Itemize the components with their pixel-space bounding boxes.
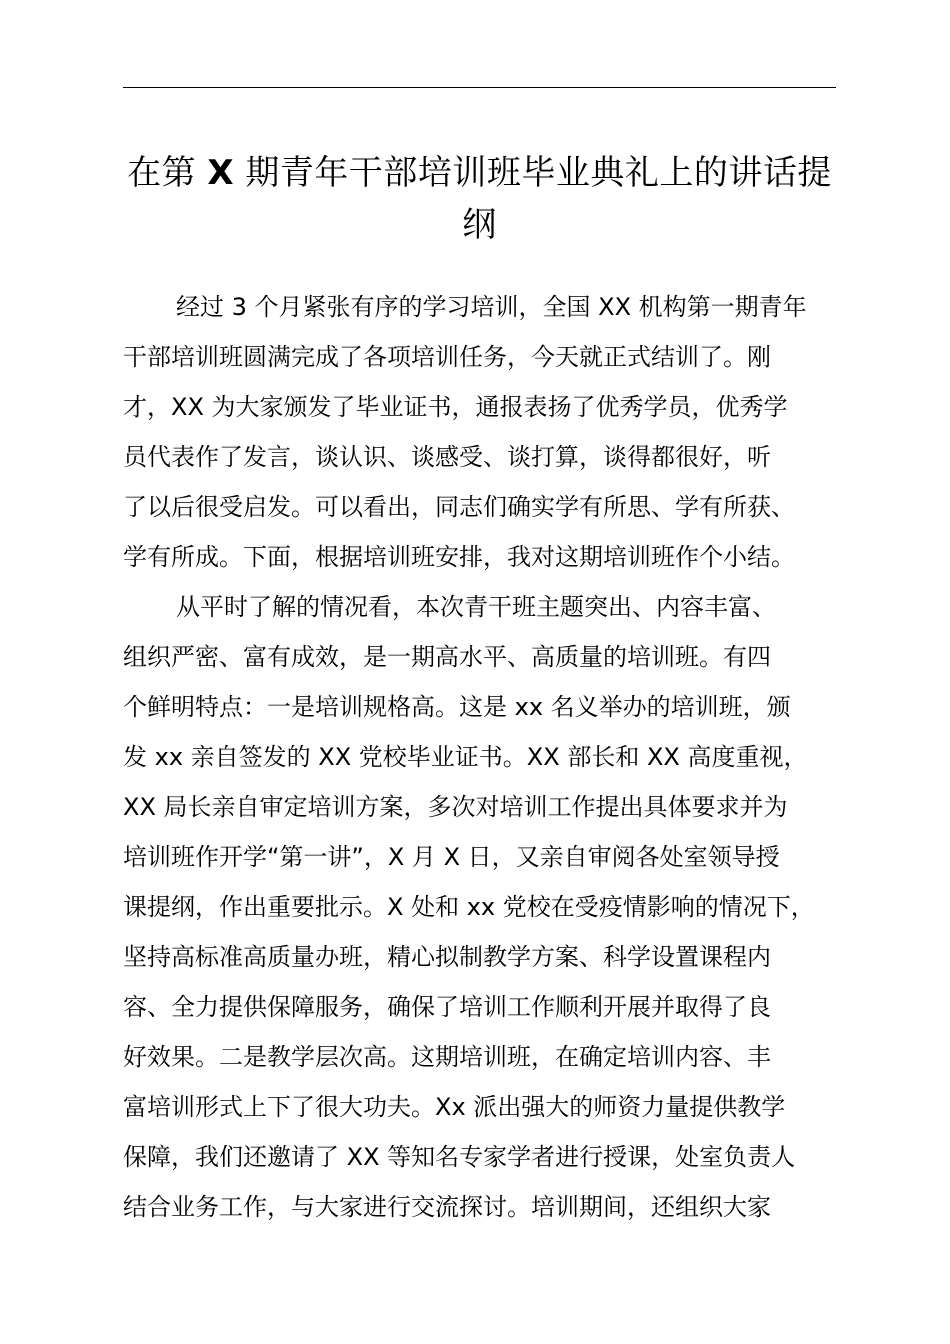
text-line: XX 局长亲自审定培训方案，多次对培训工作提出具体要求并为 — [123, 793, 788, 821]
text-line: 容、全力提供保障服务，确保了培训工作顺利开展并取得了良 — [123, 993, 771, 1021]
text-line: 结合业务工作，与大家进行交流探讨。培训期间，还组织大家 — [123, 1193, 771, 1221]
text-line: 课提纲，作出重要批示。X 处和 xx 党校在受疫情影响的情况下， — [123, 893, 815, 921]
text-line: 才，XX 为大家颁发了毕业证书，通报表扬了优秀学员，优秀学 — [123, 393, 788, 421]
title-prefix: 在第 — [127, 153, 197, 193]
text-line: 坚持高标准高质量办班，精心拟制教学方案、科学设置课程内 — [123, 943, 771, 971]
document-title — [123, 147, 836, 251]
text-line: 员代表作了发言，谈认识、谈感受、谈打算，谈得都很好，听 — [123, 443, 771, 471]
text-line: 发 xx 亲自签发的 XX 党校毕业证书。XX 部长和 XX 高度重视， — [123, 743, 808, 771]
text-line: 组织严密、富有成效，是一期高水平、高质量的培训班。有四 — [123, 643, 771, 671]
text-line: 学有所成。下面，根据培训班安排，我对这期培训班作个小结。 — [123, 543, 795, 571]
paragraph-features — [123, 582, 836, 1232]
text-line: 保障，我们还邀请了 XX 等知名专家学者进行授课，处室负责人 — [123, 1143, 796, 1171]
header-rule — [123, 87, 836, 88]
text-line: 干部培训班圆满完成了各项培训任务，今天就正式结训了。刚 — [123, 343, 771, 371]
document-body — [123, 282, 836, 1232]
text-line: 个鲜明特点：一是培训规格高。这是 xx 名义举办的培训班，颁 — [123, 693, 791, 721]
title-bold-x: X — [207, 153, 235, 193]
text-line: 经过 3 个月紧张有序的学习培训，全国 XX 机构第一期青年 — [176, 293, 807, 321]
text-line: 了以后很受启发。可以看出，同志们确实学有所思、学有所获、 — [123, 493, 795, 521]
text-line: 培训班作开学“第一讲”，X 月 X 日，又亲自审阅各处室领导授 — [123, 843, 780, 871]
text-line: 富培训形式上下了很大功夫。Xx 派出强大的师资力量提供教学 — [123, 1093, 786, 1121]
title-suffix: 期青年干部培训班毕业典礼上的讲话提纲 — [245, 153, 832, 245]
text-line: 从平时了解的情况看，本次青干班主题突出、内容丰富、 — [176, 593, 776, 621]
text-line: 好效果。二是教学层次高。这期培训班，在确定培训内容、丰 — [123, 1043, 771, 1071]
paragraph-opening — [123, 282, 836, 582]
